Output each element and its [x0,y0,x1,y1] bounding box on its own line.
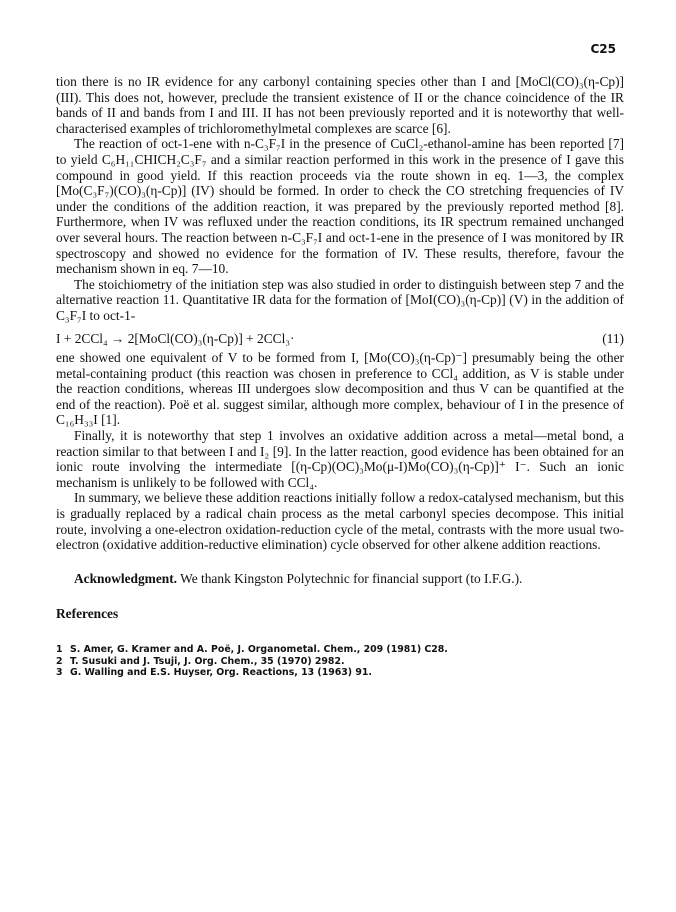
page-number: C25 [590,42,616,56]
reference-item [56,667,624,679]
reference-number: 3 [56,667,63,679]
article-body [56,74,624,679]
reference-number: 2 [56,655,63,667]
reference-item [56,644,624,656]
paragraph-oxidative-addition: Finally, it is noteworthy that step 1 involves an oxidative addition across a metal—metal bond, a reaction similar to that between I and I₂ [9]. In the latter reaction, good evidence has been obtained for an ionic route involving the intermediate [(η-Cp)(OC)₃Mo(μ-I)Mo(CO)₃(η-Cp)]⁺ I⁻. Such an ionic mechanism is unlikely to be followed with CCl₄. [56,428,624,490]
paragraph-stoichiometry: The stoichiometry of the initiation step was also studied in order to distinguish between step 7 and the alternative reaction 11. Quantitative IR data for the formation of [MoI(CO)₃(η-Cp)] (V) in the addition of C₃F₇I to oct-1- [56,276,624,323]
references-list [56,644,624,679]
paragraph-continuation: tion there is no IR evidence for any carbonyl containing species other than I and [MoCl(CO)₃(η-Cp)] (III). This does not, however, preclude the transient existence of II or the chance coincidence of the IR bands of II and bands from I and III. II has not been previously reported and it is noteworthy that well-characterised examples of trichloromethylmetal complexes are scarce [6]. [56,74,624,136]
reference-item [56,656,624,668]
acknowledgment-text: We thank Kingston Polytechnic for financial support (to I.F.G.). [180,570,523,586]
paragraph-equivalent: ene showed one equivalent of V to be formed from I, [Mo(CO)₃(η-Cp)⁻] presumably being the other metal-containing product (this reaction was chosen in preference to CCl₄ addition, as V is stable under the reaction conditions, whereas III undergoes slow decomposition and thus V can be quantified at the end of the reaction). Poë et al. suggest similar, although more complex, behaviour of I in the presence of C₁₆H₃₃I [1]. [56,350,624,428]
reference-text: S. Amer, G. Kramer and A. Poë, J. Organometal. Chem., 209 (1981) C28. [70,644,448,655]
reference-text: T. Susuki and J. Tsuji, J. Org. Chem., 35 (1970) 2982. [70,655,345,667]
acknowledgment-heading: Acknowledgment. [74,570,178,586]
paragraph-reaction-octene: The reaction of oct-1-ene with n-C₃F₇I in the presence of CuCl₂-ethanol-amine has been reported [7] to yield C₆H₁₁CHICH₂C₃F₇ and a similar reaction performed in this work in the presence of I gave this compound in good yield. If this reaction proceeds via the route shown in eq. 1—3, the complex [Mo(C₃F₇)(CO)₃(η-Cp)] (IV) should be formed. In order to check the CO stretching frequencies of IV under the conditions of the addition reaction, it was prepared by the previously reported method [8]. Furthermore, when IV was refluxed under the reaction conditions, its IR spectrum remained unchanged over several hours. The reaction between n-C₃F₇I and oct-1-ene in the presence of I was monitored by IR spectroscopy and showed no evidence for the formation of IV. These results, therefore, favour the mechanism shown in eq. 7—10. [56,136,624,277]
references-heading: References [56,606,119,622]
reference-text: G. Walling and E.S. Huyser, Org. Reactions, 13 (1963) 91. [70,667,372,679]
equation-number: (11) [602,330,624,346]
acknowledgment [56,571,624,587]
paragraph-summary: In summary, we believe these addition reactions initially follow a redox-catalysed mechanism, but this is gradually replaced by a radical chain process as the metal carbonyl species decompose. This initial route, involving a one-electron oxidation-reduction cycle of the metal, contrasts with the more usual two-electron (oxidative addition-reductive elimination) cycle observed for other alkene addition reactions. [56,490,624,553]
reference-number: 1 [56,644,63,655]
equation-text: I + 2CCl₄ → 2[MoCl(CO)₃(η-Cp)] + 2CCl₃· [56,330,295,346]
equation-11 [56,331,624,347]
